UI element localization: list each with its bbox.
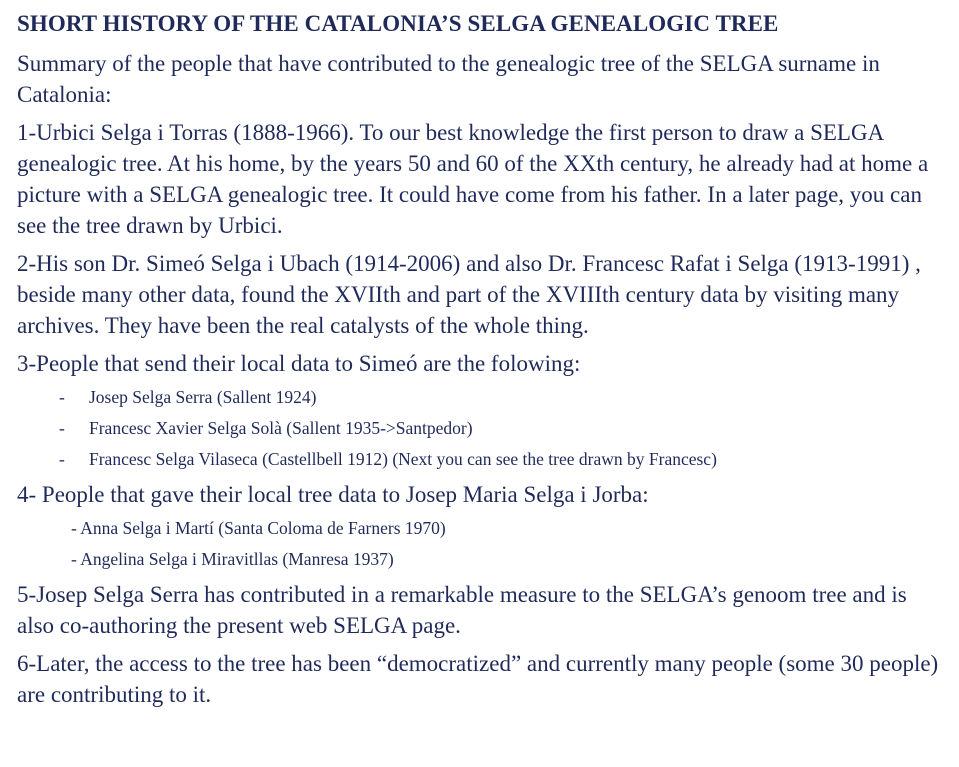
dash-bullet: - (59, 418, 65, 438)
dash-bullet: - (59, 387, 65, 407)
item-3-paragraph: 3-People that send their local data to Simeó are the folowing: (17, 351, 581, 376)
list-item-text: Francesc Xavier Selga Solà (Sallent 1935->Santpedor) (89, 418, 473, 438)
list-item (17, 386, 947, 408)
item-6-paragraph: 6-Later, the access to the tree has been “democratized” and currently many people (some 30 people) are contributing to it. (17, 651, 939, 707)
intro-paragraph: Summary of the people that have contributed to the genealogic tree of the SELGA surname in Catalonia: (17, 51, 880, 107)
page-title: SHORT HISTORY OF THE CATALONIA’S SELGA GENEALOGIC TREE (17, 11, 779, 36)
list-item-text: Josep Selga Serra (Sallent 1924) (89, 387, 317, 407)
document-body (17, 10, 947, 717)
list-item (17, 417, 947, 439)
item-3-list (17, 386, 947, 470)
dash-bullet: - (59, 449, 65, 469)
list-item-text: Francesc Selga Vilaseca (Castellbell 1912) (Next you can see the tree drawn by Francesc) (89, 449, 717, 469)
list-item: - Anna Selga i Martí (Santa Coloma de Farners 1970) (71, 518, 446, 538)
item-4-paragraph: 4- People that gave their local tree data to Josep Maria Selga i Jorba: (17, 482, 649, 507)
item-4-list (17, 517, 947, 570)
list-item: - Angelina Selga i Miravitllas (Manresa 1937) (71, 549, 394, 569)
item-5-paragraph: 5-Josep Selga Serra has contributed in a remarkable measure to the SELGA’s genoom tree and is also co-authoring the present web SELGA page. (17, 582, 907, 638)
item-1-paragraph: 1-Urbici Selga i Torras (1888-1966). To our best knowledge the first person to draw a SELGA genealogic tree. At his home, by the years 50 and 60 of the XXth century, he already had at home a picture with a SELGA genealogic tree. It could have come from his father. In a later page, you can see the tree drawn by Urbici. (17, 120, 929, 238)
list-item (17, 448, 947, 470)
item-2-paragraph: 2-His son Dr. Simeó Selga i Ubach (1914-2006) and also Dr. Francesc Rafat i Selga (1913-1991) , beside many other data, found the XVIIth and part of the XVIIIth century data by visiting many archives. They have been the real catalysts of the whole thing. (17, 251, 921, 338)
